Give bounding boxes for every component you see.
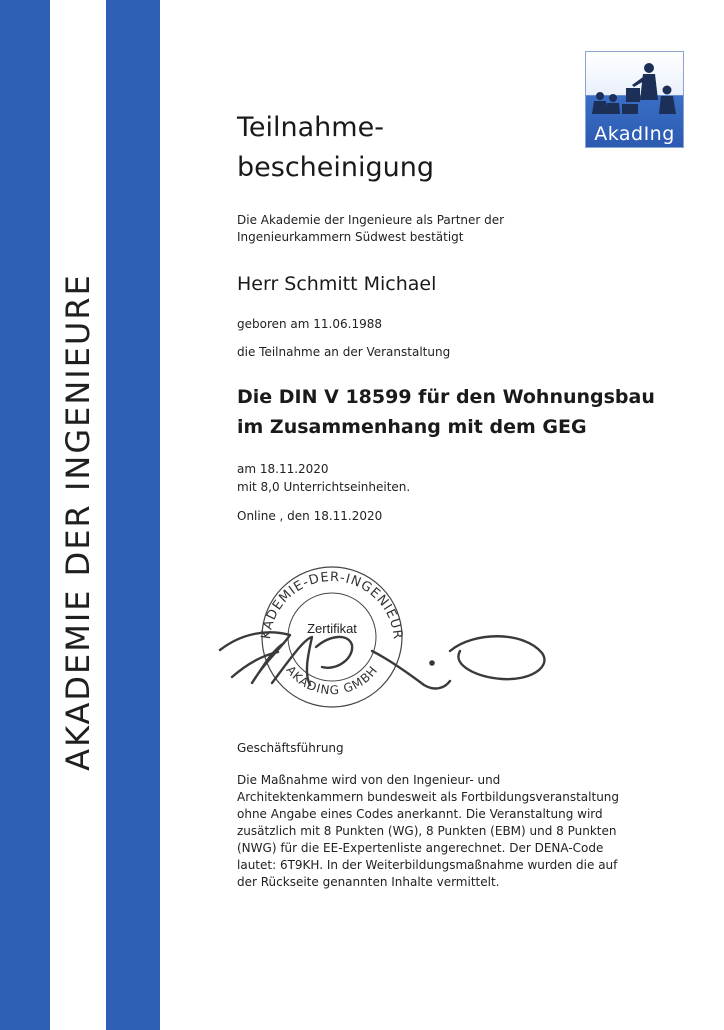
birth-date: geboren am 11.06.1988 — [237, 317, 382, 331]
recipient-name: Herr Schmitt Michael — [237, 273, 437, 295]
event-title-line-2: im Zusammenhang mit dem GEG — [237, 416, 587, 438]
footer-line-2: Architektenkammern bundesweit als Fortbildungsveranstaltung — [237, 790, 620, 804]
akading-logo — [585, 51, 684, 148]
participation-text: die Teilnahme an der Veranstaltung — [237, 345, 451, 359]
event-date: am 18.11.2020 — [237, 462, 329, 476]
handwritten-signature — [220, 632, 544, 688]
seal-and-signature — [212, 555, 552, 715]
left-blue-band — [0, 0, 50, 1030]
event-title-line-1: Die DIN V 18599 für den Wohnungsbau — [237, 386, 655, 408]
title-line-2: bescheinigung — [237, 152, 435, 183]
management-label: Geschäftsführung — [237, 741, 344, 755]
seal-signature-graphic — [212, 555, 552, 715]
seal-ring-text: KADEMIE-DER-INGENIEUR — [259, 569, 406, 641]
footer-recognition-text — [237, 772, 622, 891]
seal-center-text: Zertifikat — [307, 621, 357, 636]
footer-line-6: lautet: 6T9KH. In der Weiterbildungsmaßnahme wurden die auf — [237, 858, 618, 872]
footer-line-7: der Rückseite genannten Inhalte vermittelt. — [237, 875, 500, 889]
intro-line-2: Ingenieurkammern Südwest bestätigt — [237, 230, 464, 244]
event-title — [237, 382, 655, 442]
logo-text: AkadIng — [594, 123, 675, 145]
intro-line-1: Die Akademie der Ingenieure als Partner der — [237, 213, 505, 227]
place-and-date: Online , den 18.11.2020 — [237, 509, 383, 523]
document-title — [237, 108, 557, 188]
event-units: mit 8,0 Unterrichtseinheiten. — [237, 480, 411, 494]
footer-line-4: zusätzlich mit 8 Punkten (WG), 8 Punkten (EBM) und 8 Punkten — [237, 824, 617, 838]
right-blue-band — [106, 0, 160, 1030]
footer-line-3: ohne Angabe eines Codes anerkannt. Die Veranstaltung wird — [237, 807, 603, 821]
title-line-1: Teilnahme- — [237, 112, 384, 143]
footer-line-1: Die Maßnahme wird von den Ingenieur- und — [237, 773, 501, 787]
vertical-academy-title: AKADEMIE DER INGENIEURE — [59, 273, 97, 771]
intro-text — [237, 212, 577, 246]
footer-line-5: (NWG) für die EE-Expertenliste angerechnet. Der DENA-Code — [237, 841, 604, 855]
seal-bottom-text: AKADING GMBH — [283, 662, 381, 698]
